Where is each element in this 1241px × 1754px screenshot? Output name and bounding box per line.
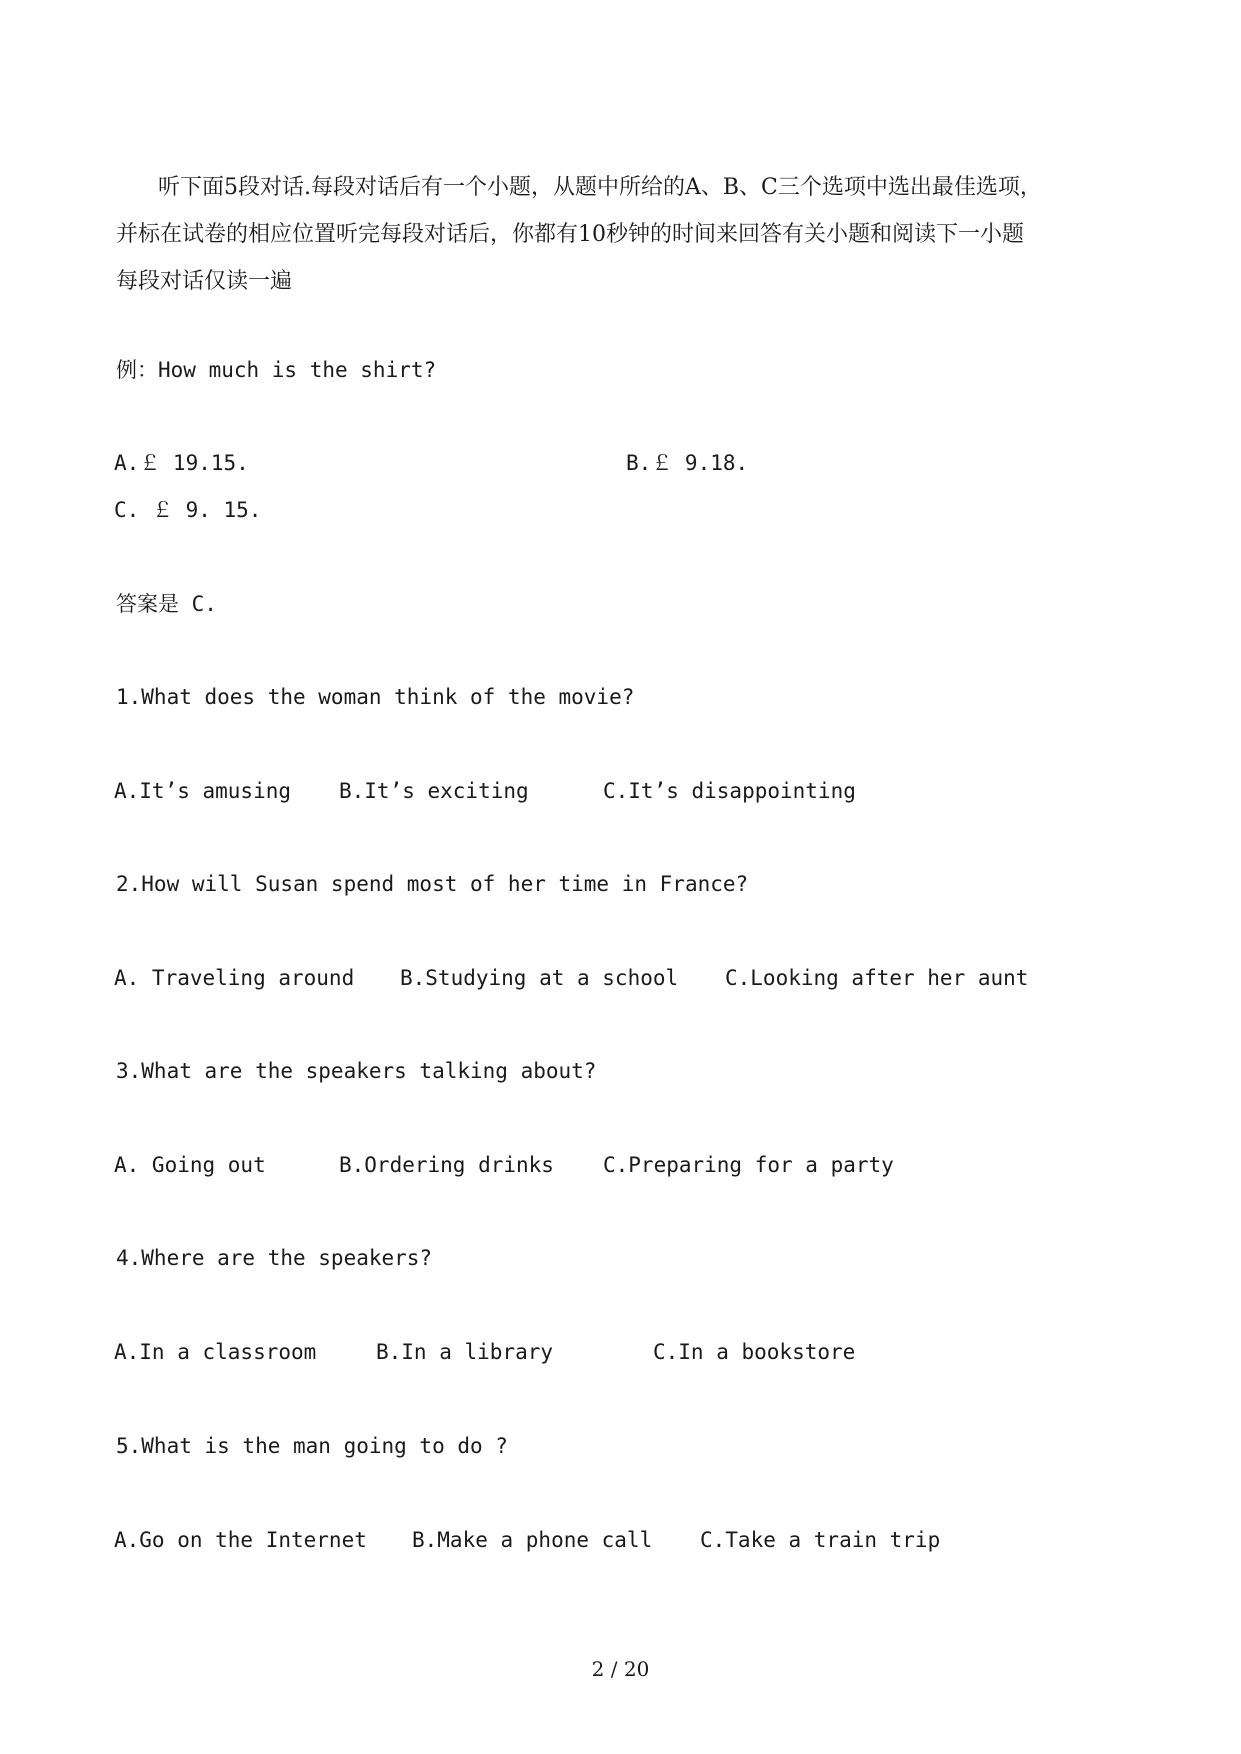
question-3-option-b: B.Ordering drinks	[339, 1153, 554, 1177]
example-option-a: A.￡ 19.15.	[114, 451, 249, 475]
question-3-option-a: A. Going out	[114, 1153, 266, 1177]
instructions-line-1: 听下面5段对话.每段对话后有一个小题，从题中所给的A、B、C三个选项中选出最佳选项，	[158, 175, 1042, 200]
question-2: 2.How will Susan spend most of her time in France?	[116, 872, 749, 896]
question-3-option-c: C.Preparing for a party	[603, 1153, 894, 1177]
question-4-option-b: B.In a library	[376, 1340, 554, 1364]
question-4-option-a: A.In a classroom	[114, 1340, 317, 1364]
example-answer: 答案是 C.	[116, 592, 217, 616]
question-1-option-b: B.It’s exciting	[339, 779, 529, 803]
instructions-line-2: 并标在试卷的相应位置听完每段对话后，你都有10秒钟的时间来回答有关小题和阅读下一小题	[116, 222, 1024, 247]
question-2-option-c: C.Looking after her aunt	[725, 966, 1029, 990]
instructions-line-3: 每段对话仅读一遍	[116, 269, 293, 294]
example-question: 例：How much is the shirt?	[116, 358, 437, 382]
page-number: 2 / 20	[591, 1657, 650, 1681]
question-5-option-b: B.Make a phone call	[412, 1528, 653, 1552]
question-5: 5.What is the man going to do ?	[116, 1434, 508, 1458]
question-1: 1.What does the woman think of the movie?	[116, 685, 635, 709]
question-5-option-c: C.Take a train trip	[700, 1528, 941, 1552]
question-4-option-c: C.In a bookstore	[653, 1340, 856, 1364]
question-3: 3.What are the speakers talking about?	[116, 1059, 597, 1083]
example-option-b: B.￡ 9.18.	[626, 451, 749, 475]
example-option-c: C. ￡ 9. 15.	[114, 498, 262, 522]
question-2-option-b: B.Studying at a school	[400, 966, 679, 990]
instructions	[116, 164, 1126, 305]
question-2-option-a: A. Traveling around	[114, 966, 355, 990]
question-4: 4.Where are the speakers?	[116, 1246, 433, 1270]
question-5-option-a: A.Go on the Internet	[114, 1528, 367, 1552]
question-1-option-a: A.It’s amusing	[114, 779, 292, 803]
question-1-option-c: C.It’s disappointing	[603, 779, 856, 803]
